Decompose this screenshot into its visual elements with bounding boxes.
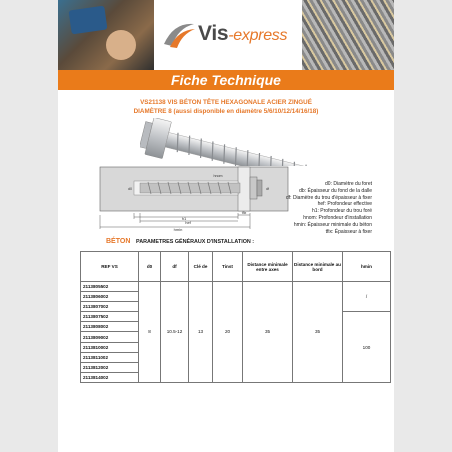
ref-cell: 2113810002 [81, 342, 139, 352]
ref-cell: 2113805502 [81, 282, 139, 292]
screw-illustration [140, 118, 350, 166]
legend-item: hmin: Épaisseur minimale du béton [293, 221, 372, 228]
product-title-line1: VS21138 VIS BÉTON TÊTE HEXAGONALE ACIER ZINGUÉ [140, 99, 312, 106]
logo-swoosh-icon [162, 20, 196, 50]
hmin-cell: 100 [343, 312, 391, 383]
legend-item: hef: Profondeur effective [317, 201, 372, 208]
header-banner [58, 0, 394, 70]
legend-item: db: Épaisseur du fond de la dalle [299, 187, 372, 194]
label-df: df [266, 187, 269, 191]
col-tinst: Tinst [213, 252, 243, 282]
df-cell: 10.5-12 [161, 282, 189, 383]
product-title [58, 98, 394, 116]
table-header-row [81, 252, 391, 282]
title-bar [58, 70, 394, 90]
d0-cell: 8 [139, 282, 161, 383]
legend-item: tfix: Épaisseur à fixer [325, 228, 372, 235]
col-d0: d0 [139, 252, 161, 282]
label-d0: d0 [128, 187, 132, 191]
ref-cell: 2113809002 [81, 332, 139, 342]
col-bord: Distance minimale au bord [293, 252, 343, 282]
legend-item: hnom: Profondeur d'installation [303, 214, 372, 221]
product-title-line2: DIAMÈTRE 8 (aussi disponible en diamètre 5/6/10/12/14/16/18) [133, 108, 319, 115]
tools-photo [58, 0, 154, 70]
cle-cell: 13 [189, 282, 213, 383]
entre-axes-cell: 35 [243, 282, 293, 383]
col-df: df [161, 252, 189, 282]
page-title: Fiche Technique [171, 72, 281, 88]
technical-sheet-page [58, 0, 394, 452]
section-params: PARAMETRES GÉNÉRAUX D'INSTALLATION : [136, 239, 255, 245]
ref-cell: 2113811002 [81, 352, 139, 362]
label-hef: hef [185, 220, 191, 225]
col-ref: REF VS [81, 252, 139, 282]
tinst-cell: 20 [213, 282, 243, 383]
legend-item: df: Diamètre du trou d'épaisseur à fixer [286, 194, 372, 201]
legend [254, 181, 372, 235]
hmin-top-cell: / [343, 282, 391, 312]
spec-table [80, 251, 391, 383]
ref-cell: 2113807002 [81, 302, 139, 312]
label-tfix: tfix [241, 211, 247, 215]
screws-photo [302, 0, 394, 70]
label-hmin: hmin [173, 227, 183, 232]
col-hmin: hmin [343, 252, 391, 282]
ref-cell: 2113806002 [81, 292, 139, 302]
col-cle: Clé de [189, 252, 213, 282]
bord-cell: 35 [293, 282, 343, 383]
legend-item: d0: Diamètre du foret [325, 181, 372, 187]
col-entre-axes: Distance minimale entre axes [243, 252, 293, 282]
ref-cell: 2113812002 [81, 362, 139, 372]
legend-item: h1: Profondeur du trou foré [311, 208, 372, 215]
brand-name: Vis-express [198, 22, 288, 45]
ref-cell: 2113808002 [81, 322, 139, 332]
label-h1: h1 [181, 216, 187, 221]
ref-cell: 2113814002 [81, 372, 139, 382]
ref-cell: 2113807502 [81, 312, 139, 322]
table-row [81, 282, 391, 292]
brand-logo [154, 0, 302, 70]
section-beton: BÉTON [106, 238, 131, 245]
label-hnom: hnom [213, 174, 223, 178]
